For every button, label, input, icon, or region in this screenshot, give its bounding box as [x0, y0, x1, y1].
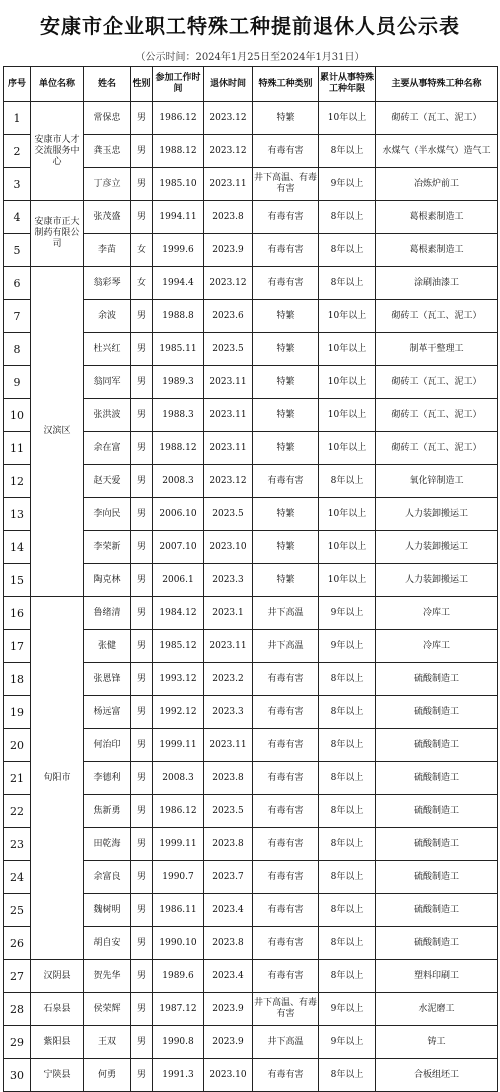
start-date: 1986.12: [153, 795, 204, 828]
employee-sex: 男: [131, 399, 153, 432]
employee-sex: 男: [131, 564, 153, 597]
unit-name: 紫阳县: [31, 1026, 84, 1059]
row-index: 29: [4, 1026, 31, 1059]
row-index: 26: [4, 927, 31, 960]
years-of-service: 9年以上: [319, 993, 376, 1026]
job-title: 人力装卸搬运工: [376, 564, 498, 597]
work-category: 特繁: [253, 432, 319, 465]
job-title: 水煤气（半水煤气）造气工: [376, 135, 498, 168]
employee-name: 侯荣辉: [84, 993, 131, 1026]
job-title: 人力装卸搬运工: [376, 498, 498, 531]
retire-date: 2023.9: [204, 1026, 253, 1059]
work-category: 有毒有害: [253, 861, 319, 894]
table-row: [4, 993, 498, 1026]
row-index: 15: [4, 564, 31, 597]
job-title: 冷库工: [376, 597, 498, 630]
start-date: 2006.10: [153, 498, 204, 531]
employee-sex: 男: [131, 201, 153, 234]
employee-sex: 男: [131, 762, 153, 795]
employee-name: 杜兴红: [84, 333, 131, 366]
employee-sex: 男: [131, 795, 153, 828]
row-index: 24: [4, 861, 31, 894]
header-job: 主要从事特殊工种名称: [376, 67, 498, 102]
row-index: 30: [4, 1059, 31, 1092]
retire-date: 2023.8: [204, 201, 253, 234]
start-date: 1985.11: [153, 333, 204, 366]
table-row: [4, 1059, 498, 1092]
employee-name: 鲁绪清: [84, 597, 131, 630]
start-date: 1989.3: [153, 366, 204, 399]
start-date: 2008.3: [153, 465, 204, 498]
start-date: 1999.11: [153, 729, 204, 762]
unit-name: 安康市正大制药有限公司: [31, 201, 84, 267]
years-of-service: 9年以上: [319, 597, 376, 630]
row-index: 18: [4, 663, 31, 696]
row-index: 4: [4, 201, 31, 234]
start-date: 1990.8: [153, 1026, 204, 1059]
employee-sex: 男: [131, 366, 153, 399]
employee-sex: 男: [131, 498, 153, 531]
work-category: 特繁: [253, 102, 319, 135]
job-title: 制革干整理工: [376, 333, 498, 366]
job-title: 合板组坯工: [376, 1059, 498, 1092]
job-title: 硫酸制造工: [376, 729, 498, 762]
start-date: 1993.12: [153, 663, 204, 696]
job-title: 硫酸制造工: [376, 696, 498, 729]
table-row: [4, 1026, 498, 1059]
retire-date: 2023.12: [204, 135, 253, 168]
retire-date: 2023.9: [204, 993, 253, 1026]
row-index: 8: [4, 333, 31, 366]
employee-sex: 男: [131, 531, 153, 564]
retire-date: 2023.11: [204, 366, 253, 399]
work-category: 特繁: [253, 399, 319, 432]
row-index: 3: [4, 168, 31, 201]
employee-sex: 男: [131, 465, 153, 498]
employee-sex: 男: [131, 927, 153, 960]
retire-date: 2023.12: [204, 267, 253, 300]
employee-name: 龚玉忠: [84, 135, 131, 168]
employee-name: 李向民: [84, 498, 131, 531]
retire-date: 2023.12: [204, 465, 253, 498]
work-category: 特繁: [253, 498, 319, 531]
employee-sex: 男: [131, 663, 153, 696]
row-index: 7: [4, 300, 31, 333]
unit-name: 石泉县: [31, 993, 84, 1026]
start-date: 1988.8: [153, 300, 204, 333]
employee-sex: 男: [131, 729, 153, 762]
years-of-service: 8年以上: [319, 729, 376, 762]
years-of-service: 8年以上: [319, 267, 376, 300]
years-of-service: 8年以上: [319, 1059, 376, 1092]
row-index: 14: [4, 531, 31, 564]
retire-date: 2023.6: [204, 300, 253, 333]
years-of-service: 8年以上: [319, 234, 376, 267]
employee-name: 杨远富: [84, 696, 131, 729]
retire-date: 2023.11: [204, 399, 253, 432]
work-category: 有毒有害: [253, 696, 319, 729]
years-of-service: 9年以上: [319, 630, 376, 663]
work-category: 有毒有害: [253, 465, 319, 498]
employee-name: 张茂盛: [84, 201, 131, 234]
employee-sex: 男: [131, 828, 153, 861]
years-of-service: 10年以上: [319, 531, 376, 564]
job-title: 砌砖工（瓦工、泥工）: [376, 432, 498, 465]
work-category: 有毒有害: [253, 1059, 319, 1092]
header-start-date: 参加工作时间: [153, 67, 204, 102]
employee-name: 贺先华: [84, 960, 131, 993]
employee-sex: 男: [131, 597, 153, 630]
start-date: 2008.3: [153, 762, 204, 795]
header-unit: 单位名称: [31, 67, 84, 102]
years-of-service: 10年以上: [319, 498, 376, 531]
start-date: 1999.6: [153, 234, 204, 267]
start-date: 1991.3: [153, 1059, 204, 1092]
employee-sex: 男: [131, 894, 153, 927]
years-of-service: 8年以上: [319, 861, 376, 894]
work-category: 井下高温: [253, 630, 319, 663]
start-date: 1988.12: [153, 135, 204, 168]
job-title: 塑料印刷工: [376, 960, 498, 993]
header-category: 特殊工种类别: [253, 67, 319, 102]
table-body: [4, 102, 498, 1092]
work-category: 有毒有害: [253, 960, 319, 993]
years-of-service: 8年以上: [319, 663, 376, 696]
employee-name: 余富良: [84, 861, 131, 894]
employee-name: 何治印: [84, 729, 131, 762]
job-title: 砌砖工（瓦工、泥工）: [376, 366, 498, 399]
start-date: 1992.12: [153, 696, 204, 729]
employee-name: 常保忠: [84, 102, 131, 135]
employee-sex: 男: [131, 432, 153, 465]
retire-date: 2023.1: [204, 597, 253, 630]
retire-date: 2023.4: [204, 894, 253, 927]
row-index: 21: [4, 762, 31, 795]
years-of-service: 10年以上: [319, 399, 376, 432]
row-index: 11: [4, 432, 31, 465]
job-title: 冶炼炉前工: [376, 168, 498, 201]
table-row: [4, 201, 498, 234]
job-title: 葛根素制造工: [376, 201, 498, 234]
unit-name: 汉阴县: [31, 960, 84, 993]
start-date: 1984.12: [153, 597, 204, 630]
retire-date: 2023.11: [204, 432, 253, 465]
employee-name: 胡自安: [84, 927, 131, 960]
header-index: 序号: [4, 67, 31, 102]
years-of-service: 8年以上: [319, 762, 376, 795]
row-index: 20: [4, 729, 31, 762]
job-title: 氧化锌制造工: [376, 465, 498, 498]
employee-name: 张恩锋: [84, 663, 131, 696]
retire-date: 2023.4: [204, 960, 253, 993]
retire-date: 2023.3: [204, 564, 253, 597]
employee-name: 赵天爱: [84, 465, 131, 498]
unit-name: 旬阳市: [31, 597, 84, 960]
row-index: 16: [4, 597, 31, 630]
start-date: 1994.11: [153, 201, 204, 234]
years-of-service: 10年以上: [319, 432, 376, 465]
job-title: 砌砖工（瓦工、泥工）: [376, 300, 498, 333]
notice-period: （公示时间：2024年1月25日至2024年1月31日）: [135, 52, 365, 63]
years-of-service: 8年以上: [319, 201, 376, 234]
employee-sex: 男: [131, 696, 153, 729]
unit-name: 安康市人才交流服务中心: [31, 102, 84, 201]
row-index: 10: [4, 399, 31, 432]
years-of-service: 8年以上: [319, 894, 376, 927]
work-category: 有毒有害: [253, 795, 319, 828]
years-of-service: 10年以上: [319, 102, 376, 135]
unit-name: 汉滨区: [31, 267, 84, 597]
row-index: 17: [4, 630, 31, 663]
retire-date: 2023.2: [204, 663, 253, 696]
employee-name: 魏树明: [84, 894, 131, 927]
years-of-service: 10年以上: [319, 564, 376, 597]
start-date: 1985.12: [153, 630, 204, 663]
retire-date: 2023.5: [204, 333, 253, 366]
start-date: 1994.4: [153, 267, 204, 300]
start-date: 2006.1: [153, 564, 204, 597]
table-row: [4, 267, 498, 300]
header-years: 累计从事特殊工种年限: [319, 67, 376, 102]
years-of-service: 8年以上: [319, 795, 376, 828]
work-category: 特繁: [253, 300, 319, 333]
row-index: 2: [4, 135, 31, 168]
retire-date: 2023.11: [204, 168, 253, 201]
start-date: 1989.6: [153, 960, 204, 993]
employee-sex: 男: [131, 168, 153, 201]
job-title: 硫酸制造工: [376, 795, 498, 828]
years-of-service: 8年以上: [319, 465, 376, 498]
retire-date: 2023.8: [204, 927, 253, 960]
job-title: 涂刷油漆工: [376, 267, 498, 300]
row-index: 19: [4, 696, 31, 729]
years-of-service: 8年以上: [319, 960, 376, 993]
employee-name: 翁彩琴: [84, 267, 131, 300]
retire-date: 2023.5: [204, 498, 253, 531]
job-title: 水泥磨工: [376, 993, 498, 1026]
start-date: 1987.12: [153, 993, 204, 1026]
work-category: 有毒有害: [253, 201, 319, 234]
employee-name: 陶克林: [84, 564, 131, 597]
job-title: 砌砖工（瓦工、泥工）: [376, 102, 498, 135]
work-category: 有毒有害: [253, 663, 319, 696]
job-title: 冷库工: [376, 630, 498, 663]
employee-sex: 女: [131, 267, 153, 300]
job-title: 铸工: [376, 1026, 498, 1059]
work-category: 特繁: [253, 333, 319, 366]
row-index: 1: [4, 102, 31, 135]
work-category: 有毒有害: [253, 894, 319, 927]
employee-name: 何勇: [84, 1059, 131, 1092]
employee-name: 丁彦立: [84, 168, 131, 201]
work-category: 井下高温: [253, 597, 319, 630]
work-category: 特繁: [253, 531, 319, 564]
employee-name: 李德利: [84, 762, 131, 795]
row-index: 12: [4, 465, 31, 498]
work-category: 有毒有害: [253, 135, 319, 168]
start-date: 1990.10: [153, 927, 204, 960]
work-category: 井下高温、有毒有害: [253, 168, 319, 201]
retire-date: 2023.8: [204, 762, 253, 795]
start-date: 1990.7: [153, 861, 204, 894]
employee-sex: 女: [131, 234, 153, 267]
job-title: 葛根素制造工: [376, 234, 498, 267]
header-retire-date: 退休时间: [204, 67, 253, 102]
employee-sex: 男: [131, 993, 153, 1026]
row-index: 25: [4, 894, 31, 927]
years-of-service: 9年以上: [319, 1026, 376, 1059]
row-index: 23: [4, 828, 31, 861]
years-of-service: 9年以上: [319, 168, 376, 201]
start-date: 1986.11: [153, 894, 204, 927]
employee-name: 李苗: [84, 234, 131, 267]
employee-name: 余波: [84, 300, 131, 333]
employee-sex: 男: [131, 135, 153, 168]
employee-name: 田乾海: [84, 828, 131, 861]
retire-date: 2023.3: [204, 696, 253, 729]
work-category: 有毒有害: [253, 927, 319, 960]
job-title: 人力装卸搬运工: [376, 531, 498, 564]
years-of-service: 8年以上: [319, 135, 376, 168]
employee-name: 翁同军: [84, 366, 131, 399]
row-index: 6: [4, 267, 31, 300]
row-index: 22: [4, 795, 31, 828]
retire-date: 2023.10: [204, 1059, 253, 1092]
retire-date: 2023.11: [204, 729, 253, 762]
table-row: [4, 102, 498, 135]
work-category: 有毒有害: [253, 729, 319, 762]
years-of-service: 10年以上: [319, 300, 376, 333]
years-of-service: 8年以上: [319, 927, 376, 960]
start-date: 1988.12: [153, 432, 204, 465]
job-title: 硫酸制造工: [376, 762, 498, 795]
employee-sex: 男: [131, 300, 153, 333]
table-header-row: [4, 67, 498, 102]
employee-name: 张健: [84, 630, 131, 663]
years-of-service: 10年以上: [319, 366, 376, 399]
header-sex: 性别: [131, 67, 153, 102]
work-category: 井下高温: [253, 1026, 319, 1059]
work-category: 有毒有害: [253, 828, 319, 861]
years-of-service: 8年以上: [319, 828, 376, 861]
row-index: 9: [4, 366, 31, 399]
employee-name: 张洪波: [84, 399, 131, 432]
row-index: 28: [4, 993, 31, 1026]
table-row: [4, 597, 498, 630]
retire-date: 2023.12: [204, 102, 253, 135]
retire-date: 2023.9: [204, 234, 253, 267]
retire-date: 2023.7: [204, 861, 253, 894]
work-category: 有毒有害: [253, 234, 319, 267]
retire-date: 2023.5: [204, 795, 253, 828]
employee-name: 李荣新: [84, 531, 131, 564]
employee-sex: 男: [131, 960, 153, 993]
unit-name: 宁陕县: [31, 1059, 84, 1092]
job-title: 硫酸制造工: [376, 894, 498, 927]
row-index: 13: [4, 498, 31, 531]
employee-name: 焦新勇: [84, 795, 131, 828]
work-category: 有毒有害: [253, 762, 319, 795]
row-index: 5: [4, 234, 31, 267]
row-index: 27: [4, 960, 31, 993]
job-title: 硫酸制造工: [376, 828, 498, 861]
employee-name: 余在富: [84, 432, 131, 465]
job-title: 硫酸制造工: [376, 861, 498, 894]
years-of-service: 8年以上: [319, 696, 376, 729]
work-category: 特繁: [253, 564, 319, 597]
employee-sex: 男: [131, 630, 153, 663]
employee-sex: 男: [131, 861, 153, 894]
start-date: 1988.3: [153, 399, 204, 432]
job-title: 硫酸制造工: [376, 927, 498, 960]
retire-date: 2023.8: [204, 828, 253, 861]
retire-date: 2023.11: [204, 630, 253, 663]
employee-sex: 男: [131, 1026, 153, 1059]
years-of-service: 10年以上: [319, 333, 376, 366]
job-title: 硫酸制造工: [376, 663, 498, 696]
retire-date: 2023.10: [204, 531, 253, 564]
start-date: 2007.10: [153, 531, 204, 564]
retirees-table: [3, 66, 498, 1092]
employee-sex: 男: [131, 1059, 153, 1092]
header-name: 姓名: [84, 67, 131, 102]
start-date: 1999.11: [153, 828, 204, 861]
employee-sex: 男: [131, 102, 153, 135]
employee-sex: 男: [131, 333, 153, 366]
page-title: 安康市企业职工特殊工种提前退休人员公示表: [40, 14, 460, 38]
start-date: 1985.10: [153, 168, 204, 201]
work-category: 有毒有害: [253, 267, 319, 300]
work-category: 井下高温、有毒有害: [253, 993, 319, 1026]
table-row: [4, 960, 498, 993]
start-date: 1986.12: [153, 102, 204, 135]
employee-name: 王双: [84, 1026, 131, 1059]
job-title: 砌砖工（瓦工、泥工）: [376, 399, 498, 432]
work-category: 特繁: [253, 366, 319, 399]
